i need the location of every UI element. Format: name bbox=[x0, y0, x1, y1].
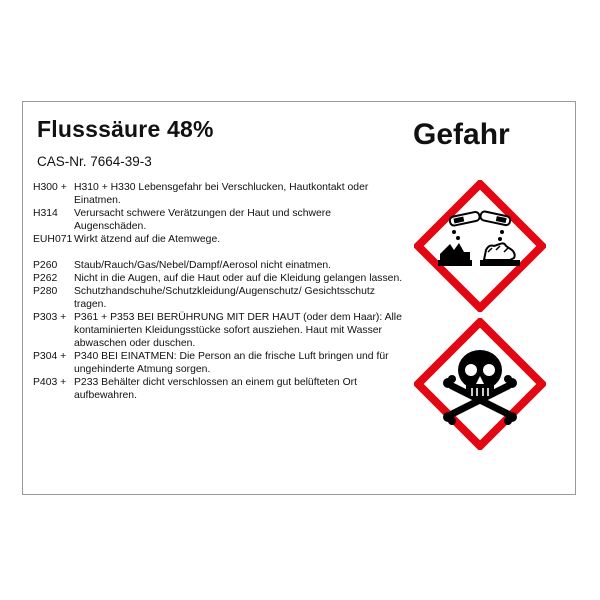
statement-text: P361 + P353 BEI BERÜHRUNG MIT DER HAUT (oder dem Haar): Alle kontaminierten Kleidungsstücke sofort ausziehen. Haut mit Wasser abwaschen oder duschen. bbox=[74, 312, 402, 349]
hazard-label bbox=[22, 101, 576, 495]
hazard-statement bbox=[33, 207, 403, 233]
hazard-statement bbox=[33, 181, 403, 207]
statement-code: EUH071 bbox=[33, 234, 73, 245]
statement-text: Wirkt ätzend auf die Atemwege. bbox=[74, 234, 221, 245]
statement-code: P260 bbox=[33, 260, 58, 271]
precautionary-statement bbox=[33, 272, 403, 285]
statement-code: H314 bbox=[33, 208, 58, 219]
precautionary-statement bbox=[33, 376, 403, 402]
hazard-statement bbox=[33, 233, 403, 246]
precautionary-statement bbox=[33, 285, 403, 311]
corrosion-icon bbox=[414, 180, 546, 312]
statement-text: Schutzhandschuhe/Schutzkleidung/Augenschutz/ Gesichtsschutz tragen. bbox=[74, 286, 375, 310]
statement-text: Nicht in die Augen, auf die Haut oder auf die Kleidung gelangen lassen. bbox=[74, 273, 403, 284]
statement-code: P280 bbox=[33, 286, 58, 297]
precautionary-statement bbox=[33, 259, 403, 272]
statements bbox=[33, 181, 403, 402]
statement-text: Verursacht schwere Verätzungen der Haut und schwere Augenschäden. bbox=[74, 208, 332, 232]
product-name: Flusssäure 48% bbox=[37, 116, 214, 142]
statement-code: H300 + bbox=[33, 182, 67, 193]
statement-text: H310 + H330 Lebensgefahr bei Verschlucken, Hautkontakt oder Einatmen. bbox=[74, 182, 369, 206]
signal-word: Gefahr bbox=[413, 118, 510, 151]
statement-code: P403 + bbox=[33, 377, 67, 388]
statement-code: P304 + bbox=[33, 351, 67, 362]
statement-text: P340 BEI EINATMEN: Die Person an die frische Luft bringen und für ungehinderte Atmung sorgen. bbox=[74, 351, 389, 375]
statement-code: P303 + bbox=[33, 312, 67, 323]
statement-text: P233 Behälter dicht verschlossen an einem gut belüfteten Ort aufbewahren. bbox=[74, 377, 358, 401]
cas-number: CAS-Nr. 7664-39-3 bbox=[37, 154, 152, 169]
statement-code: P262 bbox=[33, 273, 58, 284]
statement-text: Staub/Rauch/Gas/Nebel/Dampf/Aerosol nicht einatmen. bbox=[74, 260, 332, 271]
precautionary-statement bbox=[33, 311, 403, 350]
precautionary-statement bbox=[33, 350, 403, 376]
skull-crossbones-icon bbox=[414, 318, 546, 450]
